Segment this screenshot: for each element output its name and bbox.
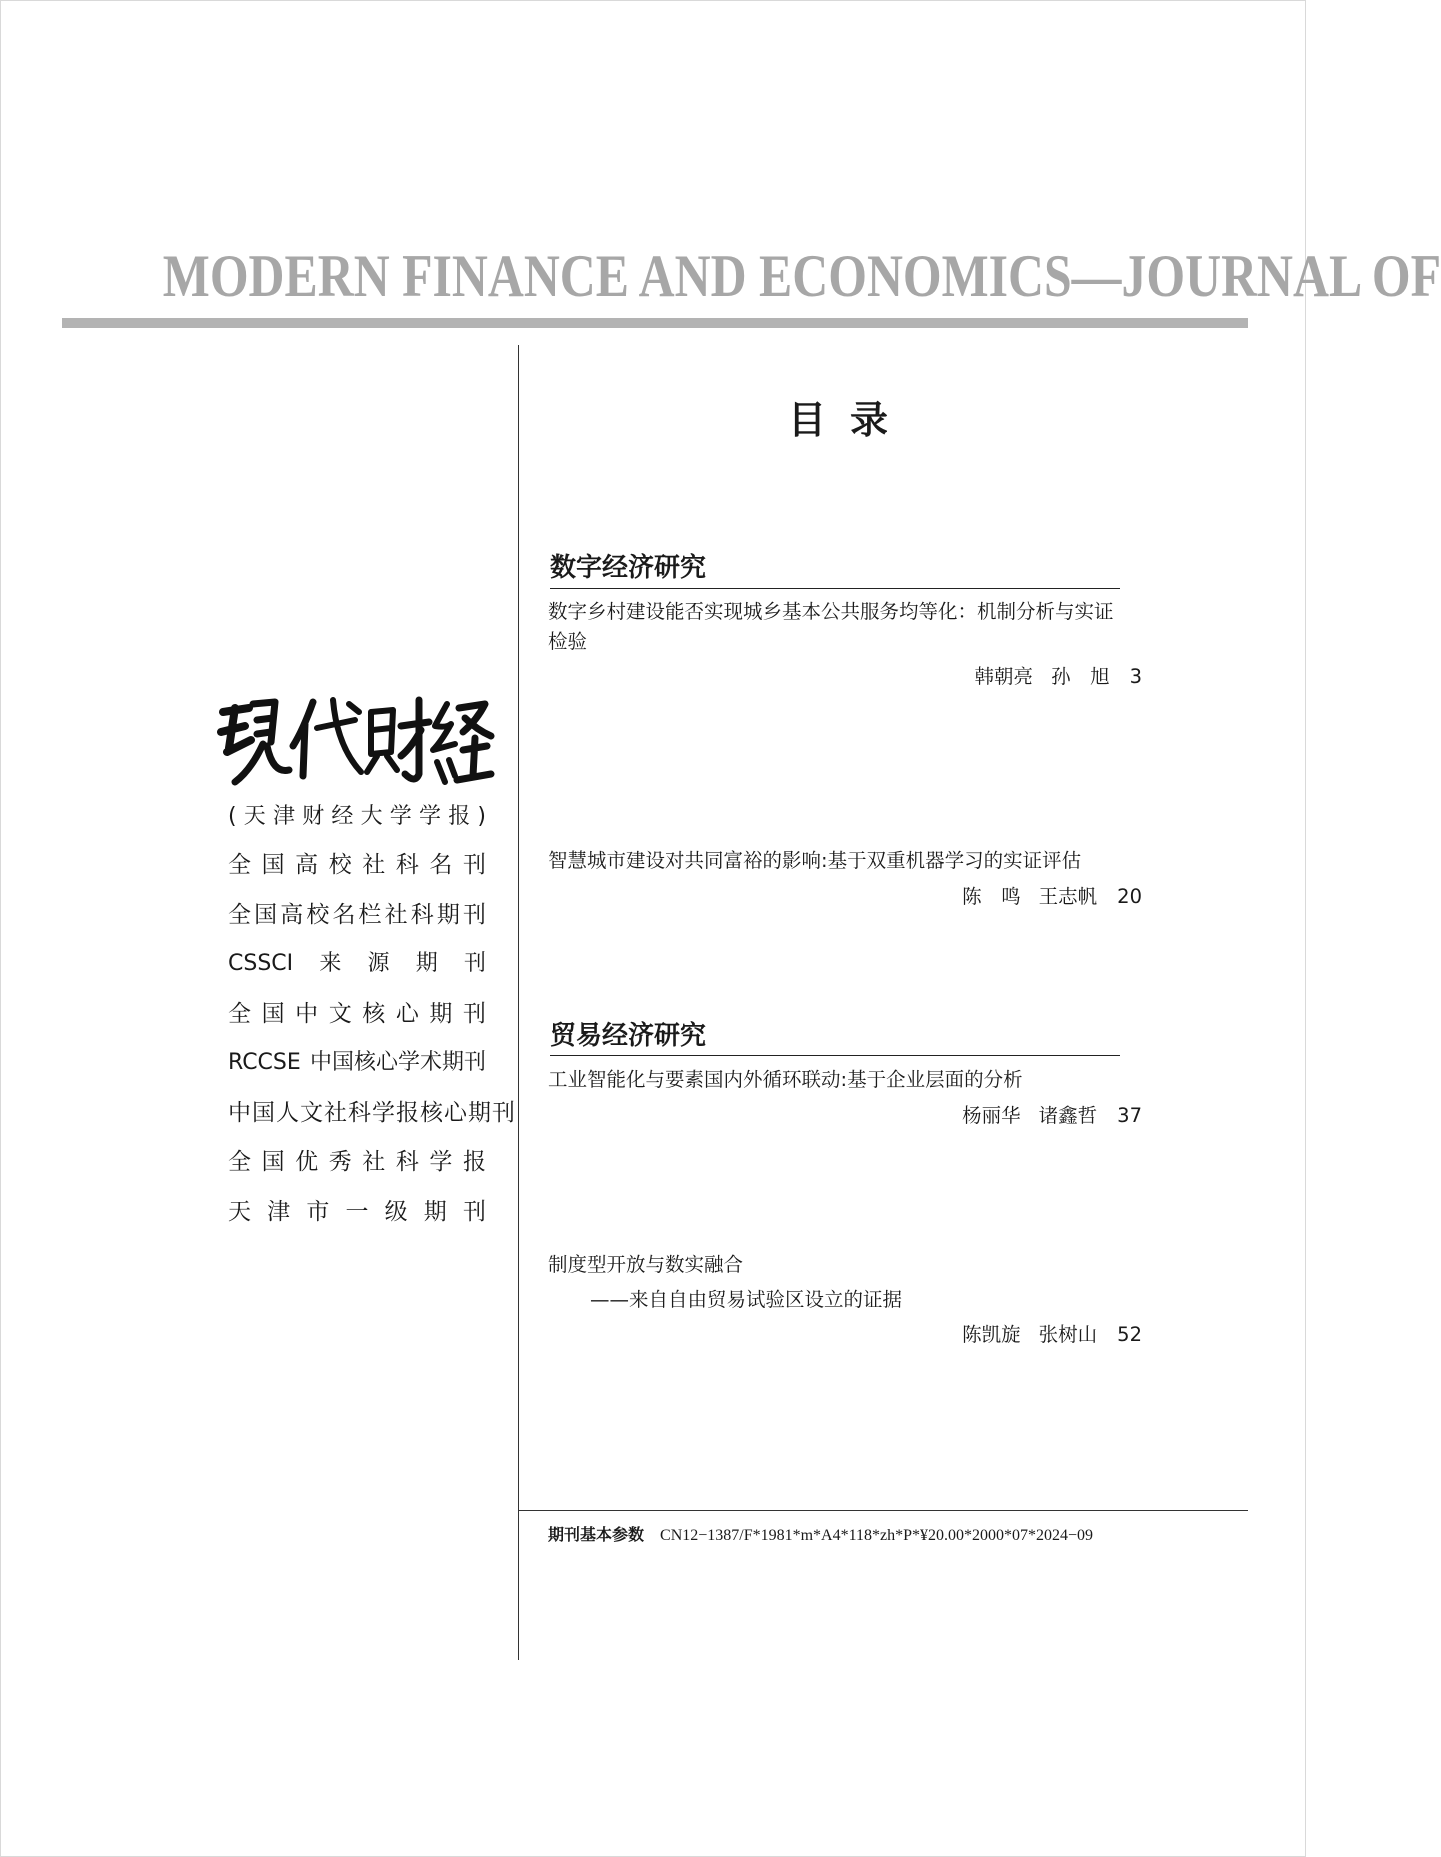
honor-part: 栏 bbox=[358, 901, 382, 928]
article-title[interactable]: 数字乡村建设能否实现城乡基本公共服务均等化：机制分析与实证 bbox=[548, 600, 1114, 623]
honor-item bbox=[228, 944, 486, 994]
honor-part: 优 bbox=[295, 1149, 319, 1175]
honor-item bbox=[228, 845, 486, 895]
honor-part: 市 bbox=[306, 1198, 330, 1225]
honor-part: 津 bbox=[267, 1198, 291, 1225]
honor-part: 期 bbox=[423, 1198, 447, 1225]
subtitle-char: 经 bbox=[331, 804, 354, 829]
honor-part: 一 bbox=[345, 1198, 369, 1225]
params-value: CN12−1387/F*1981*m*A4*118*zh*P*¥20.00*2000*07*2024−09 bbox=[660, 1527, 1094, 1544]
masthead-title: MODERN FINANCE AND ECONOMICS—JOURNAL OF bbox=[162, 243, 1441, 309]
honor-part: 全 bbox=[228, 1149, 251, 1175]
toc-title: 目录 bbox=[787, 398, 912, 442]
honor-item bbox=[228, 895, 486, 945]
honor-part: 学 bbox=[429, 1149, 453, 1175]
article-page-number: 37 bbox=[1117, 1104, 1142, 1127]
honor-part: 校 bbox=[328, 852, 352, 878]
article-author: 杨丽华 bbox=[962, 1104, 1021, 1127]
article-author: 王志帆 bbox=[1038, 885, 1098, 908]
subtitle-char: 天 bbox=[243, 804, 266, 829]
subtitle-char: 学 bbox=[389, 804, 412, 829]
honor-part: 天 bbox=[228, 1198, 251, 1225]
honor-part: 国 bbox=[261, 1149, 285, 1175]
article-author: 陈凯旋 bbox=[962, 1323, 1021, 1346]
article-author: 诸鑫哲 bbox=[1038, 1104, 1098, 1127]
honor-part: 心 bbox=[395, 1000, 419, 1027]
article-page-number: 20 bbox=[1117, 885, 1142, 908]
honor-part: 刊 bbox=[462, 1198, 486, 1225]
article-page-number: 3 bbox=[1129, 665, 1142, 688]
honor-part: 校 bbox=[306, 901, 330, 928]
article-author: 孙 旭 bbox=[1051, 665, 1110, 688]
subtitle-char: 津 bbox=[272, 804, 295, 829]
honor-part: 高 bbox=[280, 901, 304, 928]
subtitle-char: 大 bbox=[360, 804, 383, 829]
honor-part: 级 bbox=[384, 1198, 408, 1225]
honor-part: 核 bbox=[362, 1000, 386, 1027]
journal-logo-calligraphy bbox=[215, 690, 495, 790]
honor-part: 社 bbox=[362, 1149, 386, 1175]
article-meta bbox=[962, 1101, 1142, 1131]
honor-part: 科 bbox=[410, 901, 434, 928]
section-heading-digital-economy: 数字经济研究 bbox=[550, 553, 707, 583]
honor-part: 国 bbox=[261, 852, 285, 878]
honor-part: 中国核心学术期刊 bbox=[309, 1050, 486, 1075]
honor-part: 社 bbox=[384, 901, 408, 928]
article-title[interactable]: 智慧城市建设对共同富裕的影响:基于双重机器学习的实证评估 bbox=[548, 849, 1082, 872]
honor-part: 文 bbox=[328, 1000, 352, 1027]
honor-part: 来 bbox=[319, 951, 342, 976]
masthead-rule bbox=[62, 318, 1248, 328]
article-meta bbox=[962, 882, 1142, 912]
honor-list bbox=[228, 845, 516, 1241]
article-title[interactable]: 制度型开放与数实融合 bbox=[548, 1253, 744, 1276]
honor-item bbox=[228, 994, 486, 1044]
honor-part: 全 bbox=[228, 852, 251, 878]
honor-part: 中国人文社科学报核心期刊 bbox=[228, 1099, 516, 1126]
journal-params bbox=[548, 1522, 1248, 1549]
article-meta bbox=[962, 1320, 1142, 1350]
subtitle-char: 财 bbox=[302, 804, 325, 829]
honor-part: 社 bbox=[362, 852, 386, 878]
honor-part: CSSCI bbox=[228, 951, 294, 976]
params-label: 期刊基本参数 bbox=[548, 1525, 645, 1544]
honor-part: 科 bbox=[395, 852, 419, 878]
honor-part: RCCSE bbox=[228, 1050, 301, 1075]
section-rule bbox=[550, 1055, 1120, 1056]
subtitle-char: 学 bbox=[419, 804, 442, 829]
honor-item bbox=[228, 1142, 486, 1192]
honor-part: 刊 bbox=[462, 852, 486, 878]
honor-part: 全 bbox=[228, 1000, 251, 1027]
honor-part: 中 bbox=[295, 1000, 319, 1027]
honor-part: 高 bbox=[295, 852, 319, 878]
honor-part: 报 bbox=[462, 1149, 486, 1175]
honor-part: 名 bbox=[429, 852, 453, 878]
article-title-continued[interactable]: 检验 bbox=[548, 630, 588, 653]
honor-part: 全 bbox=[228, 901, 251, 928]
subtitle-char: 报 bbox=[448, 804, 471, 829]
honor-part: 刊 bbox=[463, 951, 486, 976]
honor-part: 期 bbox=[429, 1000, 453, 1027]
subtitle-char: ( bbox=[228, 804, 237, 829]
subtitle-char: ) bbox=[477, 804, 486, 829]
section-heading-trade-economy: 贸易经济研究 bbox=[550, 1021, 707, 1051]
article-title[interactable]: 工业智能化与要素国内外循环联动:基于企业层面的分析 bbox=[548, 1068, 1023, 1091]
article-meta bbox=[975, 662, 1142, 692]
honor-part: 名 bbox=[332, 901, 356, 928]
article-author: 韩朝亮 bbox=[974, 665, 1034, 688]
honor-item bbox=[228, 1192, 486, 1242]
article-subtitle: ——来自自由贸易试验区设立的证据 bbox=[590, 1288, 903, 1311]
honor-part: 科 bbox=[395, 1149, 419, 1175]
journal-subtitle bbox=[228, 800, 486, 834]
article-author: 张树山 bbox=[1038, 1323, 1098, 1346]
honor-part: 秀 bbox=[328, 1149, 352, 1175]
honor-part: 国 bbox=[254, 901, 278, 928]
honor-part: 国 bbox=[261, 1000, 285, 1027]
section-rule bbox=[550, 588, 1120, 589]
article-author: 陈 鸣 bbox=[962, 885, 1021, 908]
honor-part: 源 bbox=[367, 951, 390, 976]
column-divider bbox=[518, 345, 519, 1660]
honor-item bbox=[228, 1093, 516, 1143]
footer-rule bbox=[518, 1510, 1248, 1511]
article-page-number: 52 bbox=[1117, 1323, 1142, 1346]
honor-part: 期 bbox=[415, 951, 438, 976]
honor-part: 刊 bbox=[462, 901, 486, 928]
honor-item bbox=[228, 1043, 486, 1093]
honor-part: 刊 bbox=[462, 1000, 486, 1027]
honor-part: 期 bbox=[436, 901, 460, 928]
